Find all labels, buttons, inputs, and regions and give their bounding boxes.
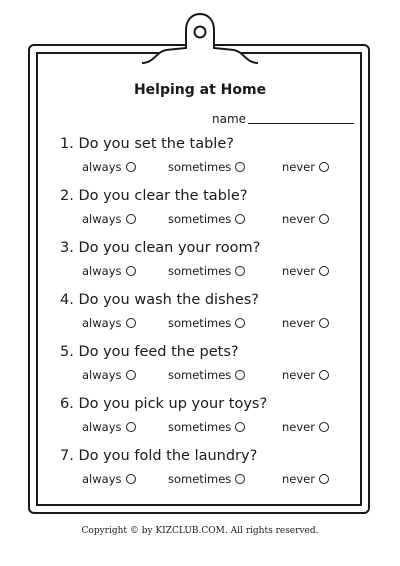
option-label: always [82, 160, 122, 174]
option-label: always [82, 316, 122, 330]
option-never[interactable] [282, 264, 329, 278]
option-label: never [282, 420, 315, 434]
question-item [60, 344, 350, 396]
name-field[interactable] [248, 123, 354, 124]
radio-circle-icon[interactable] [126, 318, 136, 328]
option-always[interactable] [82, 316, 136, 330]
option-never[interactable] [282, 316, 329, 330]
copyright-footer: Copyright © by KIZCLUB.COM. All rights reserved. [81, 526, 319, 536]
option-label: always [82, 264, 122, 278]
radio-circle-icon[interactable] [126, 370, 136, 380]
radio-circle-icon[interactable] [235, 266, 245, 276]
option-label: sometimes [168, 420, 232, 434]
radio-circle-icon[interactable] [235, 318, 245, 328]
question-item [60, 240, 350, 292]
option-sometimes[interactable] [168, 264, 245, 278]
question-item [60, 136, 350, 188]
option-always[interactable] [82, 368, 136, 382]
question-text: 6. Do you pick up your toys? [60, 396, 268, 412]
option-never[interactable] [282, 472, 329, 486]
radio-circle-icon[interactable] [319, 370, 329, 380]
radio-circle-icon[interactable] [126, 214, 136, 224]
option-sometimes[interactable] [168, 420, 245, 434]
question-text: 2. Do you clear the table? [60, 188, 248, 204]
question-item [60, 292, 350, 344]
radio-circle-icon[interactable] [319, 422, 329, 432]
question-list [60, 136, 350, 500]
option-always[interactable] [82, 264, 136, 278]
option-never[interactable] [282, 212, 329, 226]
option-label: sometimes [168, 368, 232, 382]
option-label: always [82, 420, 122, 434]
radio-circle-icon[interactable] [319, 318, 329, 328]
name-row [212, 112, 356, 130]
radio-circle-icon[interactable] [319, 474, 329, 484]
option-label: always [82, 472, 122, 486]
option-label: always [82, 212, 122, 226]
option-label: never [282, 160, 315, 174]
option-always[interactable] [82, 160, 136, 174]
option-label: sometimes [168, 472, 232, 486]
question-item [60, 448, 350, 500]
clipboard-clip-icon [140, 12, 260, 64]
question-text: 3. Do you clean your room? [60, 240, 261, 256]
question-text: 1. Do you set the table? [60, 136, 234, 152]
option-label: never [282, 316, 315, 330]
option-always[interactable] [82, 420, 136, 434]
radio-circle-icon[interactable] [235, 474, 245, 484]
option-sometimes[interactable] [168, 472, 245, 486]
radio-circle-icon[interactable] [126, 162, 136, 172]
option-always[interactable] [82, 212, 136, 226]
option-label: sometimes [168, 212, 232, 226]
option-never[interactable] [282, 368, 329, 382]
option-sometimes[interactable] [168, 212, 245, 226]
radio-circle-icon[interactable] [235, 162, 245, 172]
option-label: sometimes [168, 316, 232, 330]
option-sometimes[interactable] [168, 160, 245, 174]
option-label: sometimes [168, 264, 232, 278]
radio-circle-icon[interactable] [126, 266, 136, 276]
radio-circle-icon[interactable] [319, 266, 329, 276]
question-text: 7. Do you fold the laundry? [60, 448, 258, 464]
radio-circle-icon[interactable] [235, 214, 245, 224]
question-item [60, 188, 350, 240]
option-label: always [82, 368, 122, 382]
option-label: never [282, 368, 315, 382]
radio-circle-icon[interactable] [319, 162, 329, 172]
option-label: never [282, 264, 315, 278]
radio-circle-icon[interactable] [126, 422, 136, 432]
radio-circle-icon[interactable] [235, 422, 245, 432]
question-text: 4. Do you wash the dishes? [60, 292, 259, 308]
option-label: sometimes [168, 160, 232, 174]
option-never[interactable] [282, 420, 329, 434]
option-label: never [282, 472, 315, 486]
name-label: name [212, 112, 247, 126]
question-item [60, 396, 350, 448]
option-label: never [282, 212, 315, 226]
option-sometimes[interactable] [168, 368, 245, 382]
question-text: 5. Do you feed the pets? [60, 344, 239, 360]
radio-circle-icon[interactable] [126, 474, 136, 484]
option-always[interactable] [82, 472, 136, 486]
option-sometimes[interactable] [168, 316, 245, 330]
option-never[interactable] [282, 160, 329, 174]
radio-circle-icon[interactable] [235, 370, 245, 380]
radio-circle-icon[interactable] [319, 214, 329, 224]
page-title: Helping at Home [133, 82, 267, 98]
